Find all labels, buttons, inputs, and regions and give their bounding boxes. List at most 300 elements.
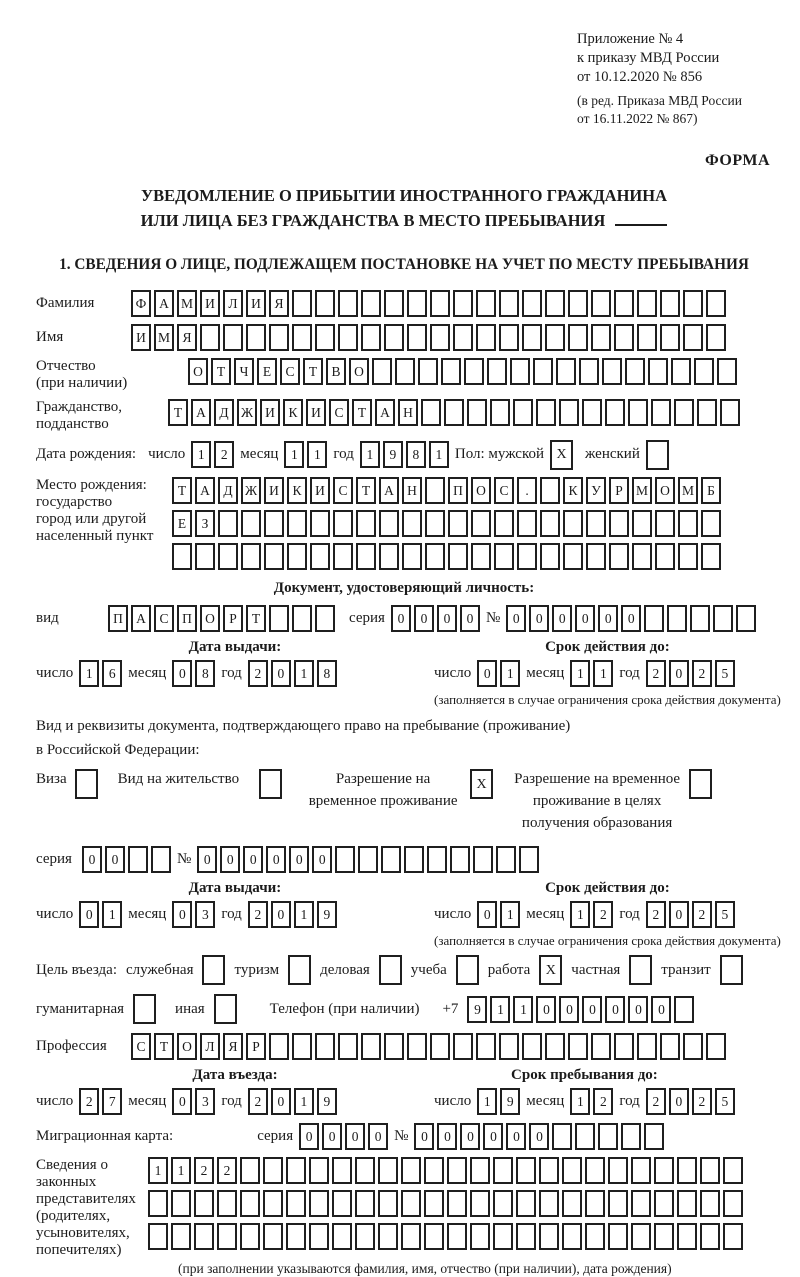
birth-place-cell[interactable] (402, 510, 422, 537)
stay-day-cell[interactable]: 9 (500, 1088, 520, 1115)
birth-place-cell[interactable] (586, 510, 606, 537)
purpose-tourism-box[interactable] (288, 955, 311, 985)
surname-cell[interactable] (292, 290, 312, 317)
representatives-cell[interactable] (355, 1157, 375, 1184)
birth-place-cell[interactable]: Р (609, 477, 629, 504)
rd-valid-day-cell[interactable]: 0 (477, 901, 497, 928)
patronymic-cell[interactable]: Е (257, 358, 277, 385)
identity-doc-kind-cell[interactable]: С (154, 605, 174, 632)
birth-place-cell[interactable] (333, 543, 353, 570)
residence-doc-number-cell[interactable]: 0 (243, 846, 263, 873)
entry-year-cell[interactable]: 0 (271, 1088, 291, 1115)
residence-doc-number-cell[interactable] (496, 846, 516, 873)
residence-doc-series-cell[interactable]: 0 (105, 846, 125, 873)
stay-day-cell[interactable]: 1 (477, 1088, 497, 1115)
identity-doc-kind-cell[interactable]: А (131, 605, 151, 632)
representatives-cell[interactable] (424, 1157, 444, 1184)
firstname-cell[interactable] (384, 324, 404, 351)
phone-digit-cell[interactable]: 1 (490, 996, 510, 1023)
birth-place-cell[interactable] (448, 543, 468, 570)
patronymic-cell[interactable]: Т (303, 358, 323, 385)
patronymic-cell[interactable]: С (280, 358, 300, 385)
profession-cell[interactable] (361, 1033, 381, 1060)
valid-year-cell[interactable]: 5 (715, 660, 735, 687)
issue-day-cell[interactable]: 6 (102, 660, 122, 687)
stay-month-cell[interactable]: 1 (570, 1088, 590, 1115)
citizenship-cell[interactable] (421, 399, 441, 426)
citizenship-cell[interactable] (651, 399, 671, 426)
representatives-cell[interactable] (378, 1157, 398, 1184)
rd-issue-month-cell[interactable]: 0 (172, 901, 192, 928)
purpose-official-box[interactable] (202, 955, 225, 985)
representatives-cell[interactable] (424, 1223, 444, 1250)
surname-cell[interactable] (430, 290, 450, 317)
citizenship-cell[interactable]: С (329, 399, 349, 426)
identity-doc-kind-cell[interactable] (315, 605, 335, 632)
firstname-cell[interactable] (246, 324, 266, 351)
migration-card-number-cell[interactable]: 0 (437, 1123, 457, 1150)
valid-year-cell[interactable]: 0 (669, 660, 689, 687)
birth-place-cell[interactable] (356, 510, 376, 537)
representatives-cell[interactable] (194, 1223, 214, 1250)
firstname-cell[interactable] (568, 324, 588, 351)
patronymic-cell[interactable] (395, 358, 415, 385)
residence-doc-number-cell[interactable] (335, 846, 355, 873)
representatives-cell[interactable] (286, 1223, 306, 1250)
representatives-cell[interactable] (516, 1157, 536, 1184)
firstname-cell[interactable] (407, 324, 427, 351)
firstname-cell[interactable]: Я (177, 324, 197, 351)
profession-cell[interactable] (637, 1033, 657, 1060)
representatives-cell[interactable] (263, 1157, 283, 1184)
representatives-cell[interactable] (309, 1223, 329, 1250)
stay-year-cell[interactable]: 2 (646, 1088, 666, 1115)
identity-doc-kind-cell[interactable] (292, 605, 312, 632)
representatives-cell[interactable] (240, 1157, 260, 1184)
birth-place-cell[interactable] (540, 543, 560, 570)
representatives-cell[interactable] (562, 1157, 582, 1184)
firstname-cell[interactable] (338, 324, 358, 351)
citizenship-cell[interactable] (444, 399, 464, 426)
representatives-cell[interactable] (171, 1190, 191, 1217)
surname-cell[interactable] (591, 290, 611, 317)
patronymic-cell[interactable] (625, 358, 645, 385)
surname-cell[interactable] (361, 290, 381, 317)
citizenship-cell[interactable] (536, 399, 556, 426)
migration-card-number-cell[interactable] (598, 1123, 618, 1150)
identity-doc-kind-cell[interactable]: Т (246, 605, 266, 632)
issue-day-cell[interactable]: 1 (79, 660, 99, 687)
representatives-cell[interactable] (263, 1190, 283, 1217)
representatives-cell[interactable] (516, 1190, 536, 1217)
citizenship-cell[interactable]: Т (168, 399, 188, 426)
firstname-cell[interactable] (430, 324, 450, 351)
migration-card-number-cell[interactable] (575, 1123, 595, 1150)
representatives-cell[interactable] (378, 1223, 398, 1250)
identity-doc-number-cell[interactable] (690, 605, 710, 632)
surname-cell[interactable]: И (246, 290, 266, 317)
option-edu-box[interactable] (689, 769, 712, 799)
profession-cell[interactable] (568, 1033, 588, 1060)
firstname-cell[interactable] (706, 324, 726, 351)
surname-cell[interactable] (407, 290, 427, 317)
identity-doc-number-cell[interactable]: 0 (598, 605, 618, 632)
citizenship-cell[interactable] (697, 399, 717, 426)
representatives-cell[interactable] (148, 1223, 168, 1250)
residence-doc-number-cell[interactable]: 0 (312, 846, 332, 873)
surname-cell[interactable] (384, 290, 404, 317)
surname-cell[interactable]: Ф (131, 290, 151, 317)
citizenship-cell[interactable]: А (375, 399, 395, 426)
phone-digit-cell[interactable]: 0 (536, 996, 556, 1023)
issue-year-cell[interactable]: 8 (317, 660, 337, 687)
residence-doc-number-cell[interactable] (427, 846, 447, 873)
representatives-cell[interactable]: 1 (148, 1157, 168, 1184)
birth-place-cell[interactable] (241, 510, 261, 537)
phone-digit-cell[interactable]: 0 (605, 996, 625, 1023)
representatives-cell[interactable] (447, 1157, 467, 1184)
patronymic-cell[interactable]: Ч (234, 358, 254, 385)
birth-place-cell[interactable] (517, 510, 537, 537)
representatives-cell[interactable] (539, 1223, 559, 1250)
purpose-work-box[interactable]: X (539, 955, 562, 985)
birth-place-cell[interactable] (287, 510, 307, 537)
surname-cell[interactable] (499, 290, 519, 317)
residence-doc-number-cell[interactable] (450, 846, 470, 873)
residence-doc-number-cell[interactable]: 0 (289, 846, 309, 873)
birth-place-cell[interactable] (402, 543, 422, 570)
citizenship-cell[interactable]: Д (214, 399, 234, 426)
birth-place-cell[interactable] (379, 543, 399, 570)
representatives-cell[interactable] (424, 1190, 444, 1217)
birth-place-cell[interactable] (632, 543, 652, 570)
identity-doc-number-cell[interactable] (736, 605, 756, 632)
sex-female-box[interactable] (646, 440, 669, 470)
birth-place-cell[interactable] (310, 543, 330, 570)
stay-month-cell[interactable]: 2 (593, 1088, 613, 1115)
birth-place-cell[interactable] (701, 543, 721, 570)
phone-digit-cell[interactable]: 0 (559, 996, 579, 1023)
valid-year-cell[interactable]: 2 (692, 660, 712, 687)
purpose-business-box[interactable] (379, 955, 402, 985)
valid-day-cell[interactable]: 0 (477, 660, 497, 687)
citizenship-cell[interactable]: И (306, 399, 326, 426)
representatives-cell[interactable] (470, 1157, 490, 1184)
patronymic-cell[interactable] (510, 358, 530, 385)
identity-doc-number-cell[interactable] (667, 605, 687, 632)
patronymic-cell[interactable] (602, 358, 622, 385)
birth-place-cell[interactable]: И (310, 477, 330, 504)
rd-issue-day-cell[interactable]: 1 (102, 901, 122, 928)
birth-place-cell[interactable] (609, 510, 629, 537)
birth-year-cell[interactable]: 1 (429, 441, 449, 468)
birth-place-cell[interactable] (287, 543, 307, 570)
birth-place-cell[interactable] (701, 510, 721, 537)
representatives-cell[interactable] (631, 1190, 651, 1217)
migration-card-number-cell[interactable] (621, 1123, 641, 1150)
citizenship-cell[interactable] (582, 399, 602, 426)
patronymic-cell[interactable] (464, 358, 484, 385)
option-temp-box[interactable]: X (470, 769, 493, 799)
profession-cell[interactable]: Я (223, 1033, 243, 1060)
rd-issue-month-cell[interactable]: 3 (195, 901, 215, 928)
birth-place-cell[interactable]: А (379, 477, 399, 504)
representatives-cell[interactable] (309, 1157, 329, 1184)
birth-day-cell[interactable]: 1 (191, 441, 211, 468)
issue-year-cell[interactable]: 1 (294, 660, 314, 687)
birth-place-cell[interactable]: Д (218, 477, 238, 504)
birth-place-cell[interactable]: И (264, 477, 284, 504)
patronymic-cell[interactable] (648, 358, 668, 385)
firstname-cell[interactable] (545, 324, 565, 351)
citizenship-cell[interactable]: Ж (237, 399, 257, 426)
representatives-cell[interactable] (723, 1157, 743, 1184)
residence-doc-number-cell[interactable] (519, 846, 539, 873)
citizenship-cell[interactable] (720, 399, 740, 426)
migration-card-series-cell[interactable]: 0 (299, 1123, 319, 1150)
representatives-cell[interactable] (608, 1190, 628, 1217)
representatives-cell[interactable] (700, 1223, 720, 1250)
issue-year-cell[interactable]: 2 (248, 660, 268, 687)
birth-place-cell[interactable]: М (678, 477, 698, 504)
residence-doc-number-cell[interactable]: 0 (266, 846, 286, 873)
representatives-cell[interactable] (585, 1190, 605, 1217)
representatives-cell[interactable]: 1 (171, 1157, 191, 1184)
birth-place-cell[interactable]: Н (402, 477, 422, 504)
citizenship-cell[interactable] (559, 399, 579, 426)
birth-month-cell[interactable]: 1 (307, 441, 327, 468)
birth-place-cell[interactable]: А (195, 477, 215, 504)
citizenship-cell[interactable] (467, 399, 487, 426)
citizenship-cell[interactable] (513, 399, 533, 426)
birth-place-cell[interactable]: М (632, 477, 652, 504)
surname-cell[interactable]: М (177, 290, 197, 317)
citizenship-cell[interactable]: Т (352, 399, 372, 426)
representatives-cell[interactable] (539, 1157, 559, 1184)
representatives-cell[interactable] (677, 1157, 697, 1184)
birth-place-cell[interactable] (563, 543, 583, 570)
identity-doc-number-cell[interactable] (713, 605, 733, 632)
representatives-cell[interactable] (562, 1223, 582, 1250)
rd-valid-year-cell[interactable]: 2 (646, 901, 666, 928)
citizenship-cell[interactable]: К (283, 399, 303, 426)
identity-doc-kind-cell[interactable] (269, 605, 289, 632)
representatives-cell[interactable] (608, 1157, 628, 1184)
birth-place-cell[interactable]: Т (172, 477, 192, 504)
firstname-cell[interactable] (453, 324, 473, 351)
issue-month-cell[interactable]: 0 (172, 660, 192, 687)
purpose-humanitarian-box[interactable] (133, 994, 156, 1024)
representatives-cell[interactable] (171, 1223, 191, 1250)
profession-cell[interactable]: С (131, 1033, 151, 1060)
patronymic-cell[interactable] (533, 358, 553, 385)
surname-cell[interactable] (338, 290, 358, 317)
surname-cell[interactable]: Л (223, 290, 243, 317)
firstname-cell[interactable] (200, 324, 220, 351)
migration-card-number-cell[interactable]: 0 (506, 1123, 526, 1150)
migration-card-number-cell[interactable]: 0 (414, 1123, 434, 1150)
birth-year-cell[interactable]: 1 (360, 441, 380, 468)
birth-place-cell[interactable]: С (333, 477, 353, 504)
issue-month-cell[interactable]: 8 (195, 660, 215, 687)
profession-cell[interactable] (269, 1033, 289, 1060)
identity-doc-number-cell[interactable]: 0 (506, 605, 526, 632)
representatives-cell[interactable] (585, 1157, 605, 1184)
profession-cell[interactable] (706, 1033, 726, 1060)
firstname-cell[interactable] (660, 324, 680, 351)
birth-place-cell[interactable] (264, 543, 284, 570)
patronymic-cell[interactable] (671, 358, 691, 385)
representatives-cell[interactable] (447, 1223, 467, 1250)
rd-issue-year-cell[interactable]: 9 (317, 901, 337, 928)
birth-place-cell[interactable] (356, 543, 376, 570)
firstname-cell[interactable] (522, 324, 542, 351)
entry-year-cell[interactable]: 1 (294, 1088, 314, 1115)
birth-place-cell[interactable] (678, 543, 698, 570)
birth-place-cell[interactable]: П (448, 477, 468, 504)
phone-digit-cell[interactable]: 0 (651, 996, 671, 1023)
birth-place-cell[interactable] (655, 543, 675, 570)
representatives-cell[interactable] (654, 1190, 674, 1217)
firstname-cell[interactable] (614, 324, 634, 351)
birth-place-cell[interactable]: З (195, 510, 215, 537)
identity-doc-number-cell[interactable]: 0 (621, 605, 641, 632)
issue-year-cell[interactable]: 0 (271, 660, 291, 687)
birth-year-cell[interactable]: 8 (406, 441, 426, 468)
representatives-cell[interactable] (401, 1190, 421, 1217)
birth-place-cell[interactable] (448, 510, 468, 537)
birth-place-cell[interactable] (494, 543, 514, 570)
firstname-cell[interactable] (361, 324, 381, 351)
birth-place-cell[interactable]: У (586, 477, 606, 504)
representatives-cell[interactable] (470, 1223, 490, 1250)
birth-place-cell[interactable] (172, 543, 192, 570)
birth-place-cell[interactable]: К (563, 477, 583, 504)
birth-year-cell[interactable]: 9 (383, 441, 403, 468)
birth-place-cell[interactable] (609, 543, 629, 570)
entry-day-cell[interactable]: 7 (102, 1088, 122, 1115)
surname-cell[interactable] (545, 290, 565, 317)
firstname-cell[interactable] (315, 324, 335, 351)
birth-place-cell[interactable] (333, 510, 353, 537)
birth-place-cell[interactable] (632, 510, 652, 537)
representatives-cell[interactable] (355, 1223, 375, 1250)
profession-cell[interactable]: Л (200, 1033, 220, 1060)
patronymic-cell[interactable]: О (188, 358, 208, 385)
rd-issue-year-cell[interactable]: 1 (294, 901, 314, 928)
citizenship-cell[interactable] (674, 399, 694, 426)
residence-doc-number-cell[interactable] (404, 846, 424, 873)
identity-doc-series-cell[interactable]: 0 (437, 605, 457, 632)
representatives-cell[interactable] (401, 1223, 421, 1250)
entry-month-cell[interactable]: 0 (172, 1088, 192, 1115)
identity-doc-kind-cell[interactable]: П (108, 605, 128, 632)
surname-cell[interactable] (568, 290, 588, 317)
identity-doc-kind-cell[interactable]: Р (223, 605, 243, 632)
representatives-cell[interactable] (217, 1223, 237, 1250)
citizenship-cell[interactable] (490, 399, 510, 426)
birth-place-cell[interactable] (379, 510, 399, 537)
rd-valid-year-cell[interactable]: 2 (692, 901, 712, 928)
representatives-cell[interactable] (309, 1190, 329, 1217)
residence-doc-number-cell[interactable] (358, 846, 378, 873)
profession-cell[interactable] (430, 1033, 450, 1060)
birth-place-cell[interactable] (563, 510, 583, 537)
representatives-cell[interactable] (723, 1223, 743, 1250)
rd-valid-day-cell[interactable]: 1 (500, 901, 520, 928)
patronymic-cell[interactable] (556, 358, 576, 385)
rd-issue-day-cell[interactable]: 0 (79, 901, 99, 928)
identity-doc-number-cell[interactable]: 0 (575, 605, 595, 632)
entry-day-cell[interactable]: 2 (79, 1088, 99, 1115)
profession-cell[interactable]: О (177, 1033, 197, 1060)
firstname-cell[interactable] (476, 324, 496, 351)
citizenship-cell[interactable] (628, 399, 648, 426)
birth-place-cell[interactable] (517, 543, 537, 570)
stay-year-cell[interactable]: 5 (715, 1088, 735, 1115)
sex-male-box[interactable]: X (550, 440, 573, 470)
profession-cell[interactable]: Р (246, 1033, 266, 1060)
firstname-cell[interactable] (499, 324, 519, 351)
identity-doc-kind-cell[interactable]: П (177, 605, 197, 632)
surname-cell[interactable] (706, 290, 726, 317)
representatives-cell[interactable] (332, 1190, 352, 1217)
firstname-cell[interactable]: М (154, 324, 174, 351)
migration-card-series-cell[interactable]: 0 (345, 1123, 365, 1150)
patronymic-cell[interactable] (441, 358, 461, 385)
representatives-cell[interactable] (516, 1223, 536, 1250)
identity-doc-series-cell[interactable]: 0 (414, 605, 434, 632)
phone-digit-cell[interactable]: 0 (582, 996, 602, 1023)
birth-place-cell[interactable] (310, 510, 330, 537)
residence-doc-series-cell[interactable] (151, 846, 171, 873)
phone-digit-cell[interactable] (674, 996, 694, 1023)
valid-day-cell[interactable]: 1 (500, 660, 520, 687)
identity-doc-series-cell[interactable]: 0 (460, 605, 480, 632)
representatives-cell[interactable] (240, 1190, 260, 1217)
representatives-cell[interactable] (608, 1223, 628, 1250)
entry-year-cell[interactable]: 2 (248, 1088, 268, 1115)
migration-card-series-cell[interactable]: 0 (322, 1123, 342, 1150)
identity-doc-series-cell[interactable]: 0 (391, 605, 411, 632)
rd-valid-year-cell[interactable]: 0 (669, 901, 689, 928)
residence-doc-number-cell[interactable]: 0 (197, 846, 217, 873)
purpose-transit-box[interactable] (720, 955, 743, 985)
profession-cell[interactable] (522, 1033, 542, 1060)
representatives-cell[interactable] (631, 1157, 651, 1184)
representatives-cell[interactable] (447, 1190, 467, 1217)
profession-cell[interactable] (545, 1033, 565, 1060)
residence-doc-number-cell[interactable] (473, 846, 493, 873)
representatives-cell[interactable] (562, 1190, 582, 1217)
birth-place-cell[interactable] (218, 510, 238, 537)
representatives-cell[interactable] (631, 1223, 651, 1250)
rd-valid-month-cell[interactable]: 2 (593, 901, 613, 928)
valid-month-cell[interactable]: 1 (593, 660, 613, 687)
representatives-cell[interactable] (332, 1223, 352, 1250)
representatives-cell[interactable] (654, 1223, 674, 1250)
migration-card-number-cell[interactable]: 0 (460, 1123, 480, 1150)
birth-place-cell[interactable] (586, 543, 606, 570)
residence-doc-number-cell[interactable]: 0 (220, 846, 240, 873)
representatives-cell[interactable] (401, 1157, 421, 1184)
representatives-cell[interactable] (217, 1190, 237, 1217)
representatives-cell[interactable]: 2 (217, 1157, 237, 1184)
birth-day-cell[interactable]: 2 (214, 441, 234, 468)
birth-place-cell[interactable] (425, 510, 445, 537)
representatives-cell[interactable] (286, 1157, 306, 1184)
surname-cell[interactable] (453, 290, 473, 317)
